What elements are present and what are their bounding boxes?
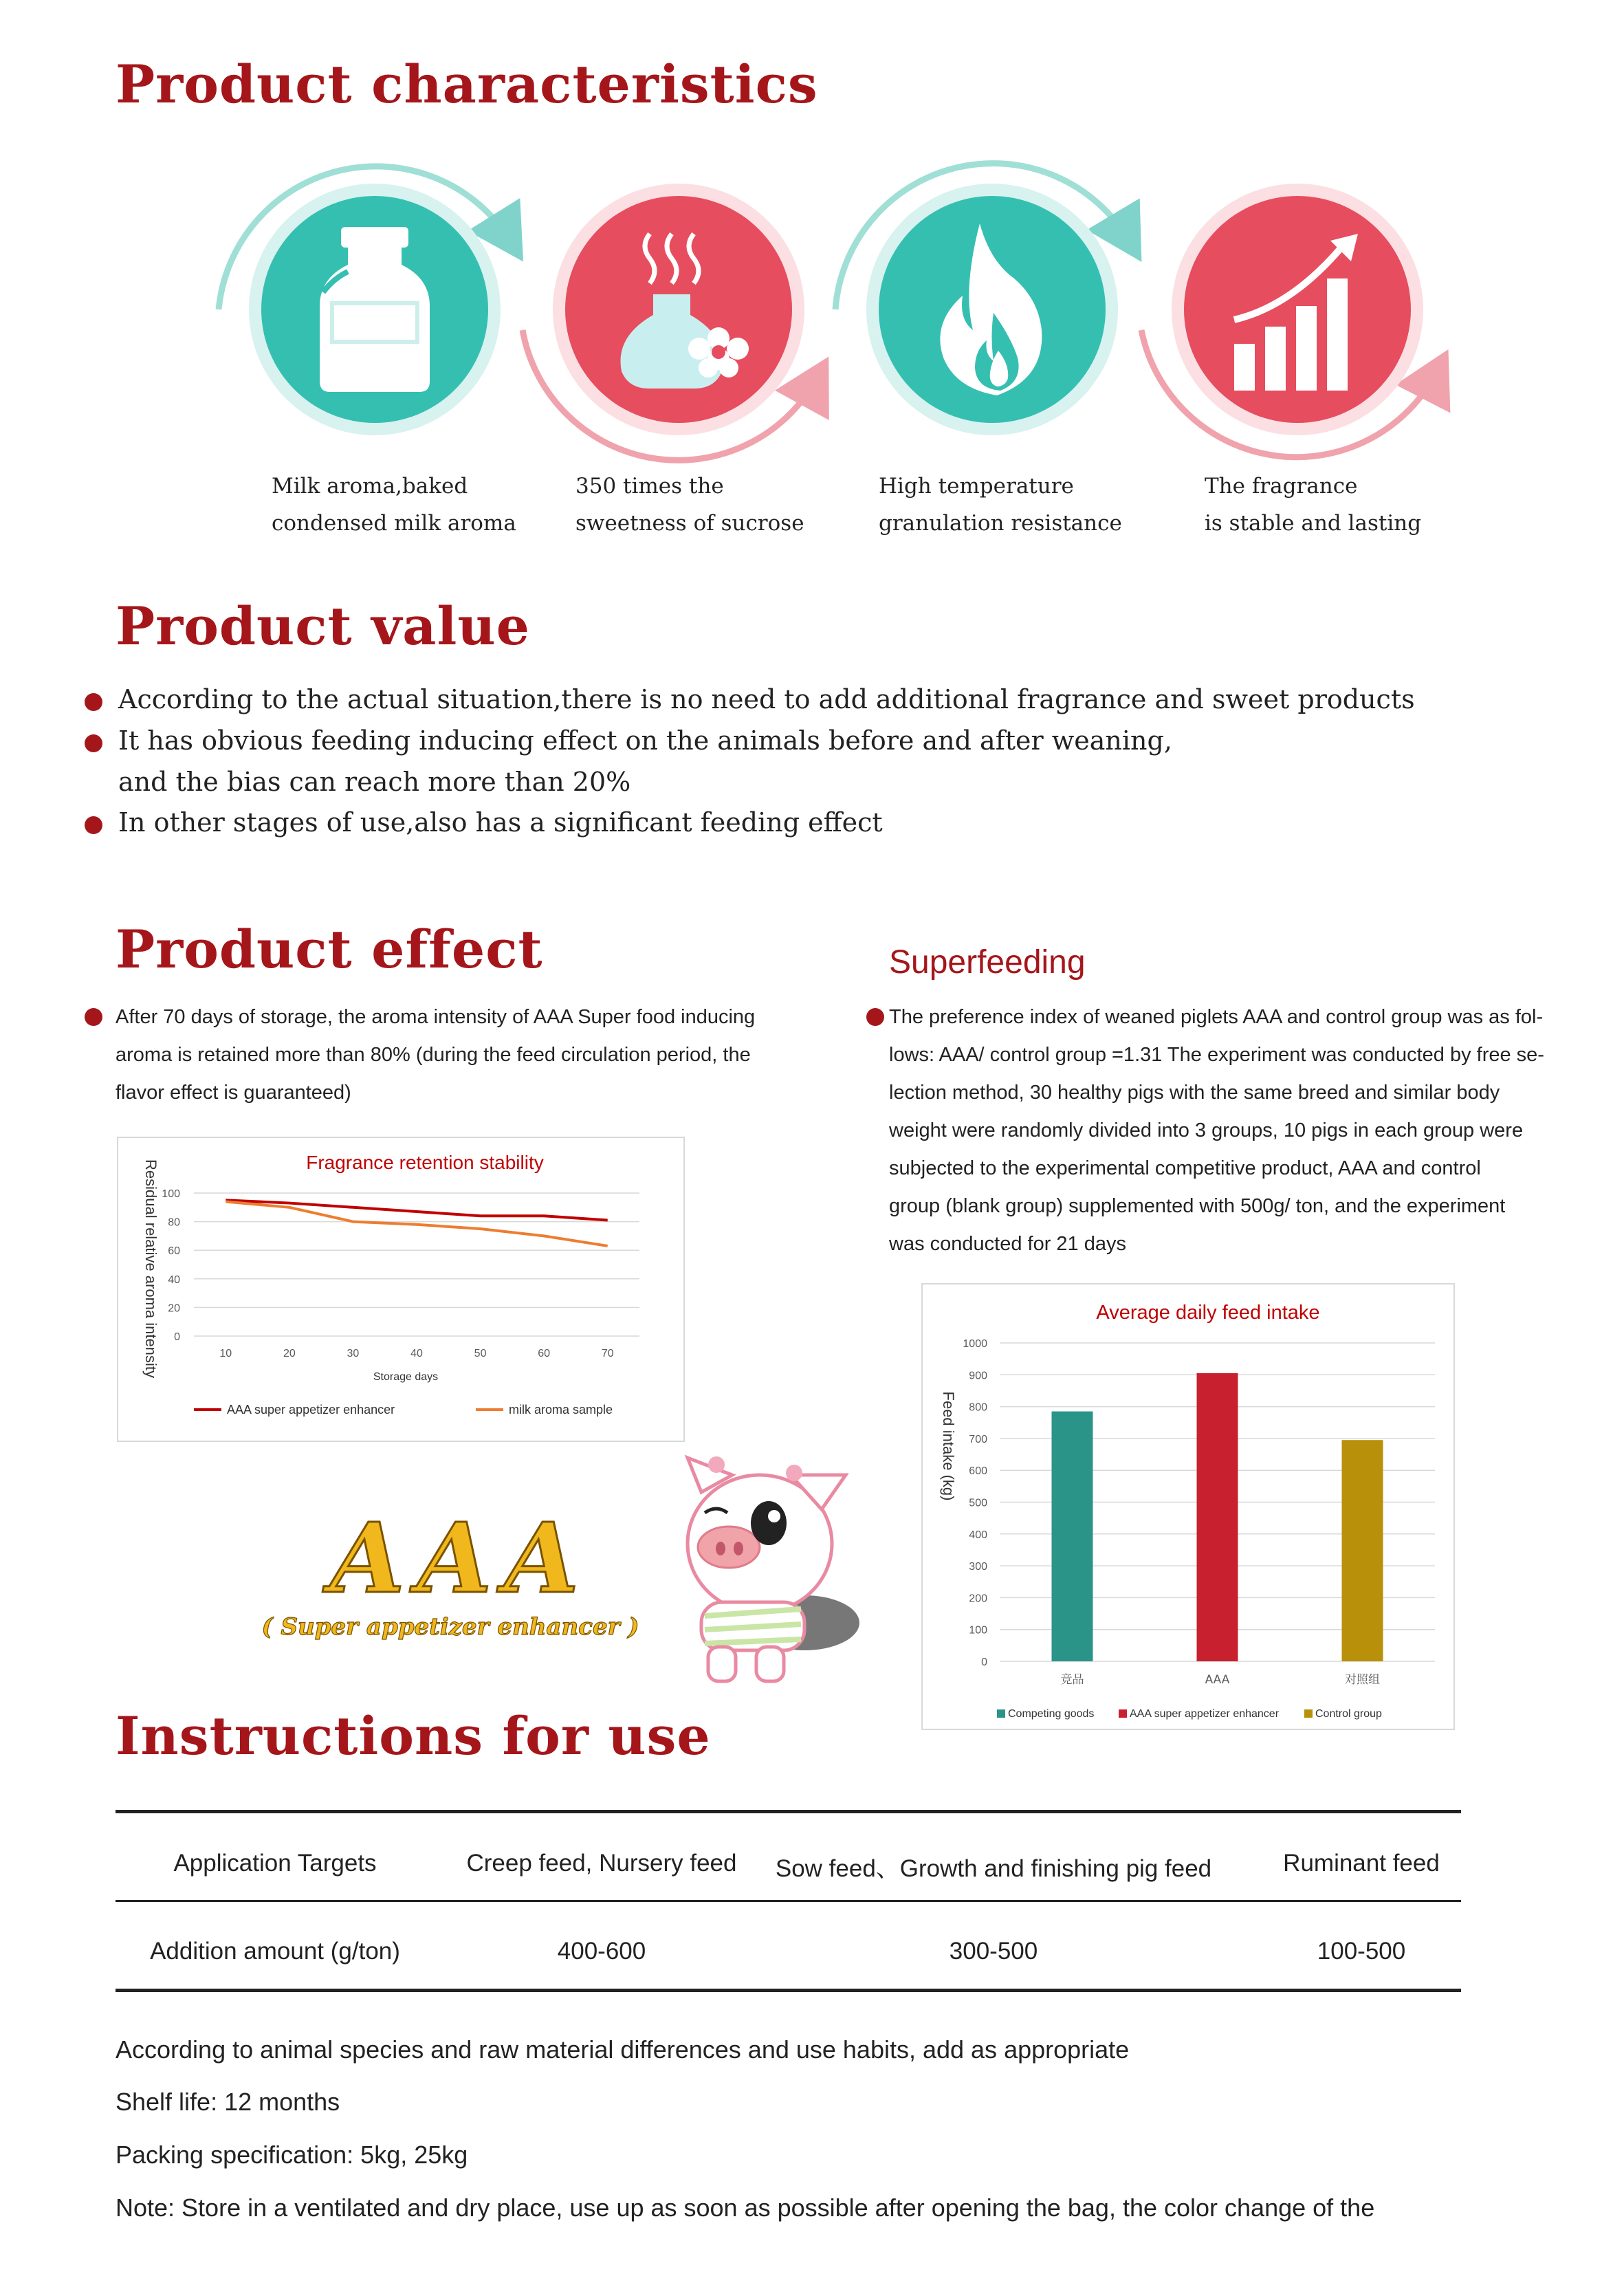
table-bottom-rule (116, 1989, 1461, 1992)
flame-icon (835, 164, 1129, 435)
bar-chart-legend-swatch (1304, 1709, 1313, 1718)
value-item-2-cont: and the bias can reach more than 20% (118, 767, 631, 797)
line-chart (118, 1138, 683, 1441)
bar-chart-bar-2 (1197, 1373, 1238, 1661)
feature-3: High temperature granulation resistance (879, 474, 1122, 536)
bar-chart-ytick: 0 (981, 1657, 987, 1668)
line-chart-xtick: 50 (474, 1348, 487, 1359)
bar-chart-frame (921, 1283, 1455, 1730)
value-bullet-2 (85, 734, 102, 752)
table-cell-3: 100-500 (1317, 1938, 1406, 1965)
value-item-3: In other stages of use,also has a significant feeding effect (118, 807, 883, 838)
bar-chart-bar-1 (1052, 1412, 1093, 1661)
characteristics-icons (0, 131, 1624, 474)
pig-mascot-icon (674, 1444, 873, 1698)
brand-name: AAA (330, 1502, 591, 1615)
superfeeding-title: Superfeeding (889, 944, 1086, 981)
note-packing: Packing specification: 5kg, 25kg (116, 2141, 468, 2169)
line-chart-legend-label: AAA super appetizer enhancer (227, 1403, 395, 1417)
bar-chart-ytick: 100 (969, 1624, 987, 1637)
value-item-2: It has obvious feeding inducing effect on the animals before and after weaning, (118, 725, 1172, 756)
bar-chart-bar-3 (1342, 1440, 1383, 1661)
line-chart-title: Fragrance retention stability (306, 1152, 544, 1173)
table-header-0: Application Targets (173, 1850, 377, 1877)
line-chart-series-1 (226, 1200, 607, 1220)
bar-chart-ylabel: Feed intake (kg) (940, 1391, 957, 1501)
line-chart-xtick: 20 (283, 1348, 296, 1359)
instructions-title: Instructions for use (116, 1705, 711, 1767)
effect-left-bullet (85, 1008, 102, 1026)
note-usage: According to animal species and raw material differences and use habits, add as appropriate (116, 2035, 1130, 2064)
bar-chart-ytick: 900 (969, 1370, 987, 1382)
table-header-1: Creep feed, Nursery feed (466, 1850, 737, 1877)
line-chart-xtick: 30 (347, 1348, 360, 1359)
line-chart-ytick: 80 (168, 1216, 180, 1229)
note-shelf-life: Shelf life: 12 months (116, 2088, 340, 2116)
bar-chart-ytick: 400 (969, 1529, 987, 1541)
bar-chart-category: 竞品 (1060, 1673, 1084, 1687)
line-chart-ytick: 0 (174, 1331, 180, 1343)
rising-chart-icon (1141, 184, 1437, 457)
value-item-1: According to the actual situation,there is no need to add additional fragrance and sweet products (118, 684, 1415, 714)
characteristics-title: Product characteristics (116, 54, 818, 115)
table-header-3: Ruminant feed (1283, 1850, 1440, 1877)
value-bullet-1 (85, 693, 102, 711)
brand-tagline: ( Super appetizer enhancer ) (261, 1613, 639, 1641)
effect-right-paragraph: The preference index of weaned piglets AAA and control group was as fol- lows: AAA/ control group =1.31 The experiment was conducted by free se- lection method, 30 healthy pigs with the same breed and similar body weight were randomly divided into 3 groups, 10 pigs in each group were subjected to the experimental competitive product, AAA and control group (blank group) supplemented with 500g/ ton, and the experiment was conducted for 21 days (889, 1006, 1544, 1255)
feature-4: The fragrance is stable and lasting (1205, 474, 1422, 536)
line-chart-ylabel: Residual relative aroma intensity (142, 1159, 160, 1378)
bar-chart-ytick: 1000 (963, 1338, 987, 1350)
bar-chart-ytick: 300 (969, 1561, 987, 1573)
bar-chart-ytick: 200 (969, 1593, 987, 1605)
bar-chart-category: AAA (1205, 1673, 1230, 1687)
bar-chart-ytick: 500 (969, 1497, 987, 1509)
effect-left-paragraph: After 70 days of storage, the aroma intensity of AAA Super food inducing aroma is retained more than 80% (during the feed circulation period, the flavor effect is guaranteed) (116, 1006, 756, 1104)
bar-chart-legend-swatch (1119, 1709, 1127, 1718)
line-chart-ytick: 60 (168, 1245, 180, 1258)
table-mid-rule (116, 1900, 1461, 1902)
bar-chart-ytick: 600 (969, 1465, 987, 1478)
line-chart-series-2 (226, 1201, 607, 1245)
feature-1: Milk aroma,baked condensed milk aroma (272, 474, 516, 536)
note-storage: Note: Store in a ventilated and dry place, use up as soon as possible after opening the bag, the color change of the (116, 2194, 1375, 2222)
aroma-flask-icon (523, 184, 817, 460)
effect-right-bullet (866, 1008, 884, 1026)
line-chart-legend-label: milk aroma sample (509, 1403, 613, 1417)
table-top-rule (116, 1810, 1461, 1813)
effect-title: Product effect (116, 919, 543, 980)
bar-chart-legend-label: Control group (1315, 1708, 1382, 1720)
bar-chart-title: Average daily feed intake (1096, 1302, 1320, 1324)
bar-chart-legend-label: Competing goods (1008, 1708, 1095, 1720)
line-chart-xlabel: Storage days (373, 1371, 439, 1383)
value-bullet-3 (85, 816, 102, 834)
line-chart-ytick: 100 (162, 1188, 180, 1200)
line-chart-ytick: 20 (168, 1302, 180, 1315)
bar-chart-legend-swatch (997, 1709, 1005, 1718)
line-chart-xtick: 60 (538, 1348, 551, 1359)
line-chart-xtick: 40 (410, 1348, 423, 1359)
aaa-logo (261, 1502, 667, 1650)
line-chart-xtick: 70 (601, 1348, 614, 1359)
table-cell-2: 300-500 (949, 1938, 1038, 1965)
table-header-2: Sow feed、Growth and finishing pig feed (775, 1855, 1212, 1882)
bar-chart (923, 1284, 1453, 1729)
bar-chart-legend-label: AAA super appetizer enhancer (1130, 1708, 1280, 1720)
line-chart-ytick: 40 (168, 1273, 180, 1286)
line-chart-frame (117, 1137, 685, 1442)
table-cell-0: Addition amount (g/ton) (150, 1938, 400, 1965)
line-chart-xtick: 10 (219, 1348, 232, 1359)
value-title: Product value (116, 595, 531, 657)
bar-chart-ytick: 700 (969, 1433, 987, 1445)
table-cell-1: 400-600 (557, 1938, 646, 1965)
milk-bottle-icon (219, 166, 510, 435)
bar-chart-category: 对照组 (1345, 1673, 1380, 1687)
bar-chart-ytick: 800 (969, 1401, 987, 1414)
feature-2: 350 times the sweetness of sucrose (575, 474, 804, 536)
